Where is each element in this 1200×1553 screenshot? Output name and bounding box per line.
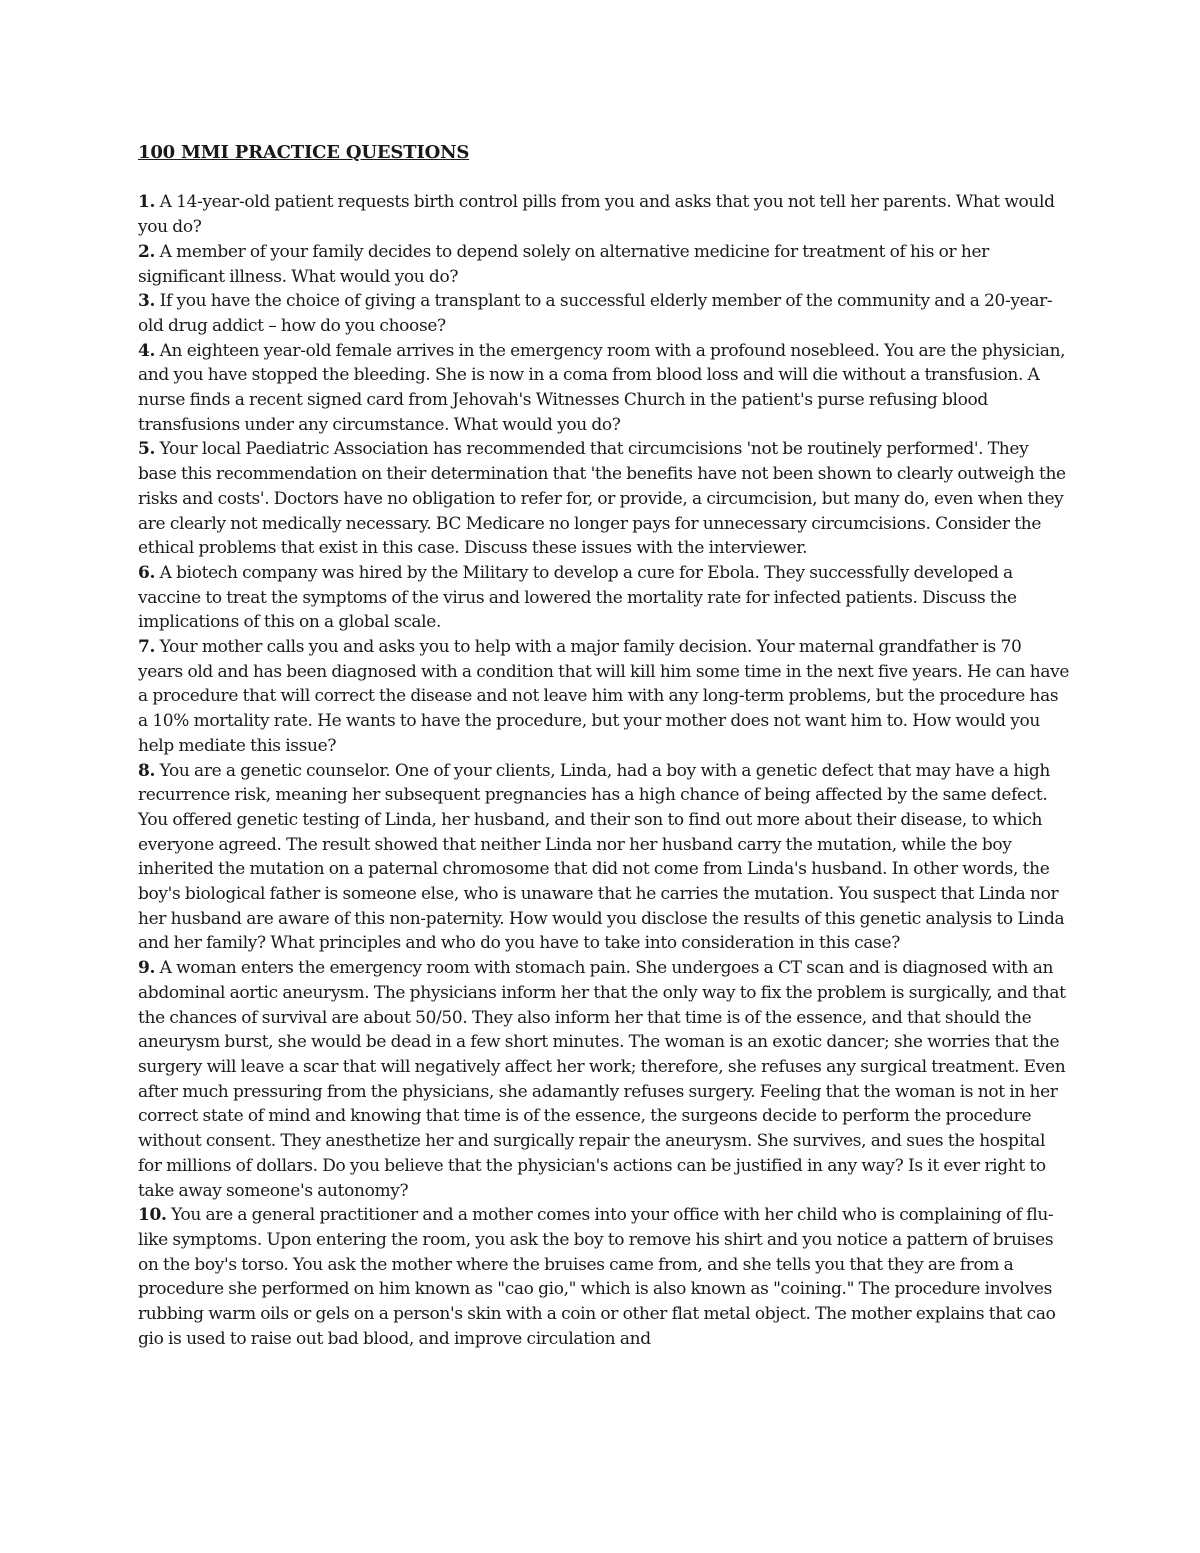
question-1 <box>138 190 1070 239</box>
question-text: A woman enters the emergency room with stomach pain. She undergoes a CT scan and is diagnosed with an abdominal aortic aneurysm. The physicians inform her that the only way to fix the problem is surgically, and that the chances of survival are about 50/50. They also inform her that time is of the essence, and that should the aneurysm burst, she would be dead in a few short minutes. The woman is an exotic dancer; she worries that the surgery will leave a scar that will negatively affect her work; therefore, she refuses any surgical treatment. Even after much pressuring from the physicians, she adamantly refuses surgery. Feeling that the woman is not in her correct state of mind and knowing that time is of the essence, the surgeons decide to perform the procedure without consent. They anesthetize her and surgically repair the aneurysm. She survives, and sues the hospital for millions of dollars. Do you believe that the physician's actions can be justified in any way? Is it ever right to take away someone's autonomy? <box>138 958 1066 1201</box>
document-title: 100 MMI PRACTICE QUESTIONS <box>138 142 470 163</box>
question-number: 6. <box>138 562 156 583</box>
question-number: 4. <box>138 340 156 361</box>
question-number: 10. <box>138 1205 167 1226</box>
question-text: A biotech company was hired by the Military to develop a cure for Ebola. They successfully developed a vaccine to treat the symptoms of the virus and lowered the mortality rate for infected patients. Discuss the implications of this on a global scale. <box>138 562 1017 633</box>
question-text: If you have the choice of giving a transplant to a successful elderly member of the community and a 20-year-old drug addict – how do you choose? <box>138 291 1053 336</box>
question-number: 2. <box>138 241 156 262</box>
question-text: Your mother calls you and asks you to help with a major family decision. Your maternal grandfather is 70 years old and has been diagnosed with a condition that will kill him some time in the next five years. He can have a procedure that will correct the disease and not leave him with any long-term problems, but the procedure has a 10% mortality rate. He wants to have the procedure, but your mother does not want him to. How would you help mediate this issue? <box>138 637 1070 756</box>
question-text: You are a general practitioner and a mother comes into your office with her child who is complaining of flu-like symptoms. Upon entering the room, you ask the boy to remove his shirt and you notice a pattern of bruises on the boy's torso. You ask the mother where the bruises came from, and she tells you that they are from a procedure she performed on him known as "cao gio," which is also known as "coining." The procedure involves rubbing warm oils or gels on a person's skin with a coin or other flat metal object. The mother explains that cao gio is used to raise out bad blood, and improve circulation and <box>138 1205 1056 1349</box>
question-9 <box>138 956 1070 1203</box>
question-number: 9. <box>138 958 156 979</box>
question-3 <box>138 289 1070 338</box>
question-10 <box>138 1203 1070 1351</box>
document-page <box>138 141 1070 1351</box>
question-text: Your local Paediatric Association has recommended that circumcisions 'not be routinely performed'. They base this recommendation on their determination that 'the benefits have not been shown to clearly outweigh the risks and costs'. Doctors have no obligation to refer for, or provide, a circumcision, but many do, even when they are clearly not medically necessary. BC Medicare no longer pays for unnecessary circumcisions. Consider the ethical problems that exist in this case. Discuss these issues with the interviewer. <box>138 439 1066 559</box>
question-2 <box>138 240 1070 289</box>
question-number: 5. <box>138 439 156 460</box>
question-text: You are a genetic counselor. One of your clients, Linda, had a boy with a genetic defect that may have a high recurrence risk, meaning her subsequent pregnancies has a high chance of being affected by the same defect. You offered genetic testing of Linda, her husband, and their son to find out more about their disease, to which everyone agreed. The result showed that neither Linda nor her husband carry the mutation, while the boy inherited the mutation on a paternal chromosome that did not come from Linda's husband. In other words, the boy's biological father is someone else, who is unaware that he carries the mutation. You suspect that Linda nor her husband are aware of this non-paternity. How would you disclose the results of this genetic analysis to Linda and her family? What principles and who do you have to take into consideration in this case? <box>138 760 1065 954</box>
question-text: A 14-year-old patient requests birth control pills from you and asks that you not tell her parents. What would you do? <box>138 192 1055 238</box>
question-4 <box>138 339 1070 438</box>
question-7 <box>138 635 1070 759</box>
question-number: 3. <box>138 291 156 312</box>
question-number: 1. <box>138 192 156 213</box>
question-text: A member of your family decides to depend solely on alternative medicine for treatment of his or her significant illness. What would you do? <box>138 241 989 287</box>
question-number: 7. <box>138 637 156 658</box>
question-number: 8. <box>138 760 156 781</box>
question-8 <box>138 759 1070 957</box>
question-5 <box>138 437 1070 561</box>
question-text: An eighteen year-old female arrives in the emergency room with a profound nosebleed. You are the physician, and you have stopped the bleeding. She is now in a coma from blood loss and will die without a transfusion. A nurse finds a recent signed card from Jehovah's Witnesses Church in the patient's purse refusing blood transfusions under any circumstance. What would you do? <box>138 340 1066 435</box>
question-6 <box>138 561 1070 635</box>
